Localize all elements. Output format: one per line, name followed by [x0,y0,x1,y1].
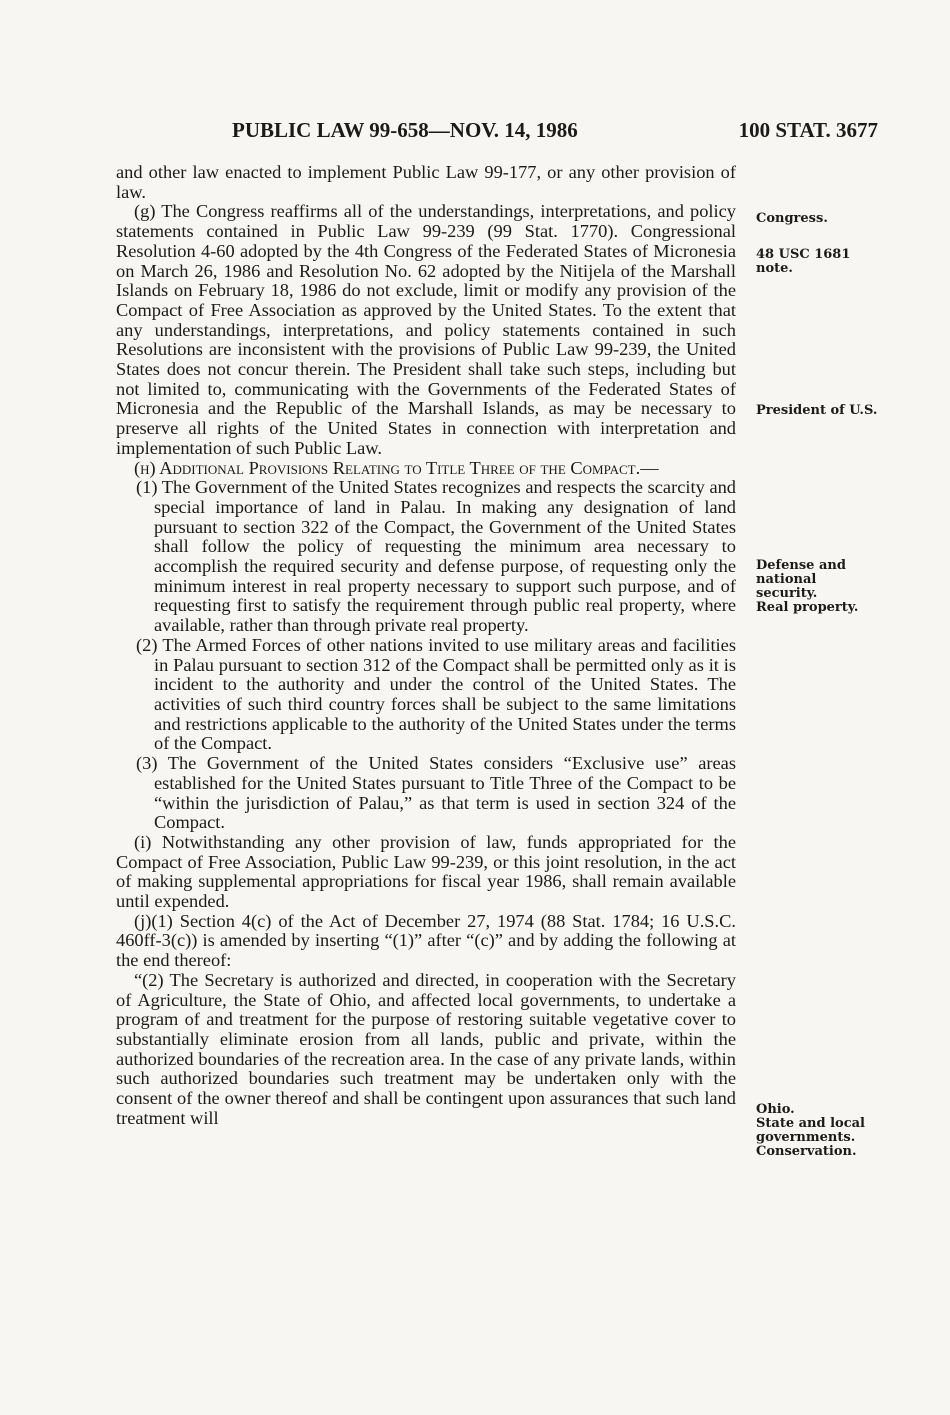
margin-note-line: Congress. [756,211,828,226]
heading-h-additional-provisions: (h) Additional Provisions Relating to Title Three of the Compact.— [134,457,659,478]
margin-note-congress [756,212,886,226]
running-header [232,118,878,146]
margin-note-president [756,404,886,418]
margin-note-usc [756,248,886,276]
margin-note-line: State and local [756,1116,865,1131]
margin-note-line: Conservation. [756,1144,857,1159]
margin-note-line: Ohio. [756,1102,795,1117]
paragraph-i: (i) Notwithstanding any other provision of law, funds appropriated for the Compact of Free Association, Public Law 99-239, or this joint resolution, in the act of making supplemental appropriations for fiscal year 1986, shall remain available until expended. [116,831,736,912]
margin-note-line: security. [756,586,818,601]
paragraph-j2-quote: “(2) The Secretary is authorized and directed, in cooperation with the Secretary of Agriculture, the State of Ohio, and affected local governments, to undertake a program of and treatment for the purpose of restoring suitable vegetative cover to substantially eliminate erosion from all lands, public and private, within the authorized boundaries of the recreation area. In the case of any private lands, within such authorized boundaries such treatment may be undertaken only with the consent of the owner thereof and shall be contingent upon assurances that such land treatment will [116,969,736,1128]
paragraph-h1: (1) The Government of the United States recognizes and respects the scarcity and special importance of land in Palau. In making any designation of land pursuant to section 322 of the Compact, the Government of the United States shall follow the policy of requesting the minimum area necessary to accomplish the required security and defense purpose, of requesting only the minimum interest in real property necessary to support such purpose, and of requesting first to satisfy the requirement through public real property, where available, rather than through private real property. [136,477,736,636]
paragraph-continuation: and other law enacted to implement Public Law 99-177, or any other provision of law. [116,162,736,202]
margin-note-line: national [756,572,817,587]
margin-note-defense [756,559,886,615]
margin-note-line: Real property. [756,600,859,615]
margin-note-line: note. [756,261,793,276]
header-public-law: PUBLIC LAW 99-658—NOV. 14, 1986 [232,118,578,142]
paragraph-j1: (j)(1) Section 4(c) of the Act of December 27, 1974 (88 Stat. 1784; 16 U.S.C. 460ff-3(c)) is amended by inserting “(1)” after “(c)” and by adding the following at the end thereof: [116,910,736,971]
header-stat-page: 100 STAT. 3677 [738,118,878,142]
paragraph-h3: (3) The Government of the United States considers “Exclusive use” areas established for the United States pursuant to Title Three of the Compact to be “within the jurisdiction of Palau,” as that term is used in section 324 of the Compact. [136,753,736,833]
paragraph-h2: (2) The Armed Forces of other nations invited to use military areas and facilities in Palau pursuant to section 312 of the Compact shall be permitted only as it is incident to the authority and under the control of the United States. The activities of such third country forces shall be subject to the same limitations and restrictions applicable to the authority of the United States under the terms of the Compact. [136,634,736,754]
margin-note-ohio [756,1103,886,1159]
main-text [116,163,736,1128]
margin-note-line: President of U.S. [756,403,878,418]
margin-note-line: Defense and [756,558,846,573]
paragraph-g: (g) The Congress reaffirms all of the understandings, interpretations, and policy statements contained in Public Law 99-239 (99 Stat. 1770). Congressional Resolution 4-60 adopted by the 4th Congress of the Federated States of Micronesia on March 26, 1986 and Resolution No. 62 adopted by the Nitijela of the Marshall Islands on February 18, 1986 do not exclude, limit or modify any provision of the Compact of Free Association as approved by the United States. To the extent that any understandings, interpretations, and policy statements contained in such Resolutions are inconsistent with the provisions of Public Law 99-239, the United States does not concur therein. The President shall take such steps, including but not limited to, communicating with the Governments of the Federated States of Micronesia and the Republic of the Marshall Islands, as may be necessary to preserve all rights of the United States in connection with interpretation and implementation of such Public Law. [116,201,736,458]
margin-note-line: 48 USC 1681 [756,247,851,262]
margin-note-line: governments. [756,1130,856,1145]
